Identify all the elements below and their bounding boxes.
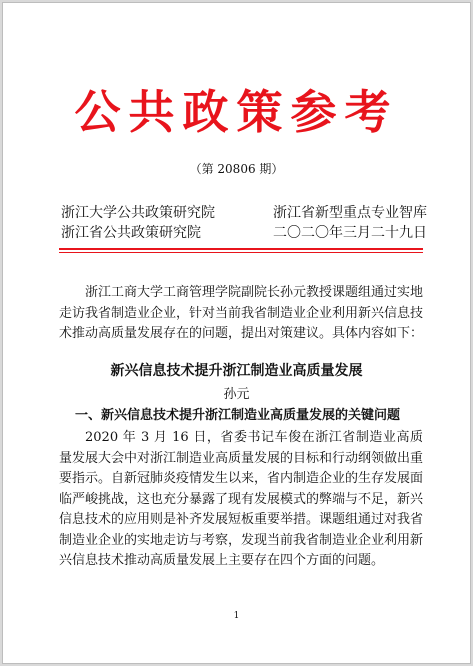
header-divider-thin (59, 252, 423, 253)
section-heading: 一、新兴信息技术提升浙江制造业高质量发展的关键问题 (75, 408, 401, 423)
institution-line-2: 浙江省公共政策研究院 (61, 225, 201, 241)
issue-number: （第 20806 期） (189, 162, 284, 176)
issue-date: 二〇二〇年三月二十九日 (273, 225, 427, 241)
header-divider-thick (59, 248, 423, 250)
think-tank-and-date (273, 203, 427, 243)
section-paragraph: 2020 年 3 月 16 日，省委书记车俊在浙江省制造业高质量发展大会中对浙江制造业高质量发展的目标和行动纲领做出重要指示。自新冠肺炎疫情发生以来，省内制造企业的生存发展面临严峻挑战，这也充分暴露了现有发展模式的弊端与不足，新兴信息技术的应用则是补齐发展短板重要举措。课题组通过对我省制造业企业的实地走访与考察，发现当前我省制造业企业利用新兴信息技术推动高质量发展上主要存在四个方面的问题。 (59, 430, 424, 568)
issuing-institutions (61, 203, 215, 243)
article-title: 新兴信息技术提升浙江制造业高质量发展 (110, 363, 363, 379)
article-author: 孙元 (223, 387, 250, 402)
institution-line-1: 浙江大学公共政策研究院 (61, 205, 215, 221)
document-page (2, 2, 471, 664)
page-number: 1 (233, 611, 240, 621)
intro-paragraph: 浙江工商大学工商管理学院副院长孙元教授课题组通过实地走访我省制造业企业，针对当前我省制造业企业利用新兴信息技术推动高质量发展存在的问题，提出对策建议。具体内容如下： (59, 285, 424, 341)
think-tank-label: 浙江省新型重点专业智库 (273, 205, 427, 221)
report-title: 公共政策参考 (74, 85, 399, 139)
